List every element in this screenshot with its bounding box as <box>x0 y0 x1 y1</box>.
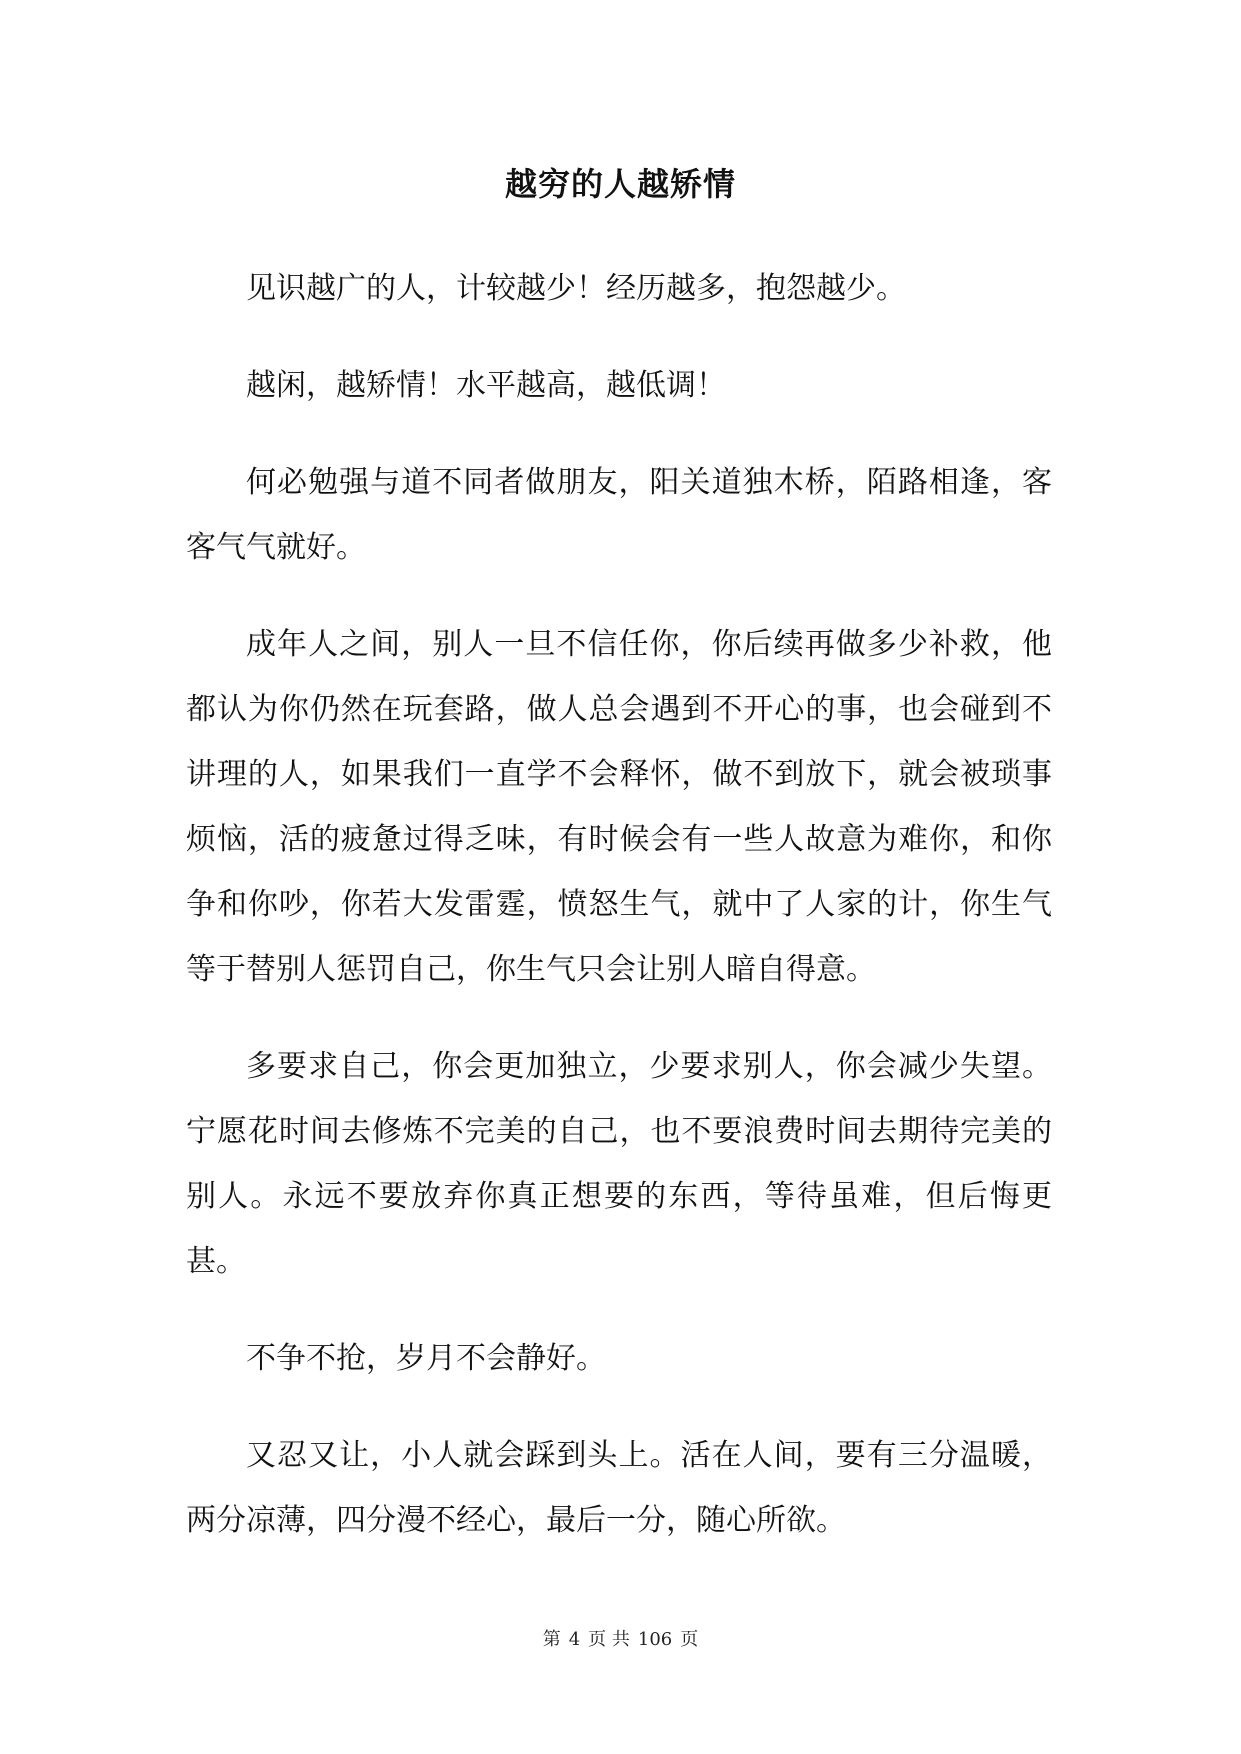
footer-prefix: 第 <box>542 1629 561 1650</box>
paragraph: 又忍又让，小人就会踩到头上。活在人间，要有三分温暖，两分凉薄，四分漫不经心，最后一分，随心所欲。 <box>186 1438 1052 1538</box>
paragraph: 何必勉强与道不同者做朋友，阳关道独木桥，陌路相逢，客客气气就好。 <box>186 465 1052 565</box>
footer-middle: 页 共 <box>588 1629 630 1650</box>
paragraph: 成年人之间，别人一旦不信任你，你后续再做多少补救，他都认为你仍然在玩套路，做人总会遇到不开心的事，也会碰到不讲理的人，如果我们一直学不会释怀，做不到放下，就会被琐事烦恼，活的疲惫过得乏味，有时候会有一些人故意为难你，和你争和你吵，你若大发雷霆，愤怒生气，就中了人家的计，你生气等于替别人惩罚自己，你生气只会让别人暗自得意。 <box>186 627 1052 987</box>
footer-total-pages: 106 <box>637 1629 673 1650</box>
footer-page-number: 4 <box>568 1629 581 1650</box>
paragraph: 越闲，越矫情！水平越高，越低调！ <box>246 368 726 403</box>
document-title: 越穷的人越矫情 <box>504 165 736 203</box>
footer-suffix: 页 <box>680 1629 699 1650</box>
paragraph: 不争不抢，岁月不会静好。 <box>246 1341 606 1376</box>
paragraph: 多要求自己，你会更加独立，少要求别人，你会减少失望。宁愿花时间去修炼不完美的自己，也不要浪费时间去期待完美的别人。永远不要放弃你真正想要的东西，等待虽难，但后悔更甚。 <box>186 1049 1052 1279</box>
page-footer <box>0 1626 1241 1654</box>
paragraph: 见识越广的人，计较越少！经历越多，抱怨越少。 <box>246 271 906 306</box>
document-body <box>186 256 1052 1585</box>
